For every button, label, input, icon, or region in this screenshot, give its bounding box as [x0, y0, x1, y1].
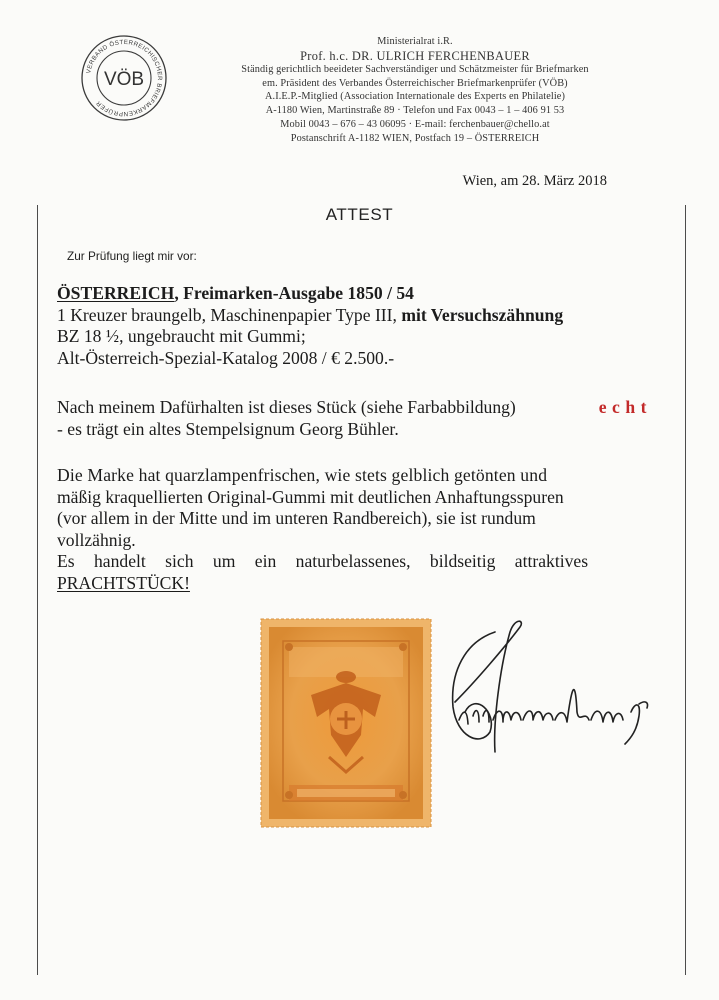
verdict-genuine: echt — [598, 397, 652, 417]
item-line-2 — [57, 305, 652, 327]
examiner-signature — [435, 612, 675, 762]
item-description — [57, 283, 652, 369]
letterhead-qualification: Ständig gerichtlich beeideter Sachverständiger und Schätzmeister für Briefmarken — [241, 63, 589, 75]
letterhead-postal: Postanschrift A-1182 WIEN, Postfach 19 – ÖSTERREICH — [290, 132, 540, 144]
opinion — [57, 397, 652, 440]
letterhead-title: Ministerialrat i.R. — [377, 36, 453, 47]
description-line-1: Die Marke hat quarzlampenfrischen, wie stets gelblich getönten und — [57, 465, 548, 485]
intro-text: Zur Prüfung liegt mir vor: — [67, 249, 197, 263]
letterhead-contact: Mobil 0043 – 676 – 43 06095 · E-mail: ferchenbauer@chello.at — [280, 118, 550, 130]
voeb-seal-logo — [80, 34, 168, 122]
description-line-4: vollzähnig. — [57, 529, 136, 550]
letterhead — [170, 35, 660, 146]
item-line-1 — [57, 283, 652, 305]
item-line-3: BZ 18 ½, ungebraucht mit Gummi; — [57, 326, 306, 346]
item-perforation-note: mit Versuchszähnung — [401, 304, 564, 325]
item-issue: , Freimarken-Ausgabe 1850 / 54 — [174, 283, 414, 303]
certificate-date: Wien, am 28. März 2018 — [462, 173, 607, 189]
item-variety: 1 Kreuzer braungelb, Maschinenpapier Type III, — [57, 304, 402, 325]
letterhead-address: A-1180 Wien, Martinstraße 89 · Telefon und Fax 0043 – 1 – 406 91 53 — [265, 105, 565, 117]
opinion-line-2: - es trägt ein altes Stempelsignum Georg Bühler. — [57, 418, 399, 439]
description-conclusion: PRACHTSTÜCK! — [57, 572, 190, 593]
stamp-photo — [259, 617, 433, 829]
description-line-2: mäßig kraquellierten Original-Gummi mit deutlichen Anhaftungsspuren — [57, 486, 564, 507]
seal-ring-text: VERBAND ÖSTERREICHISCHER BRIEFMARKENPRÜFER — [85, 38, 164, 118]
seal-center-text: VÖB — [103, 69, 145, 90]
letterhead-name: Prof. h.c. DR. ULRICH FERCHENBAUER — [300, 48, 530, 63]
description-line-5: Es handelt sich um ein naturbelassenes, bildseitig attraktives — [57, 551, 589, 571]
description-line-3: (vor allem in der Mitte und im unteren Randbereich), sie ist rundum — [57, 508, 536, 528]
item-country: ÖSTERREICH — [57, 283, 175, 303]
letterhead-presidency: em. Präsident des Verbandes Österreichischer Briefmarkenprüfer (VÖB) — [262, 77, 568, 89]
item-catalog: Alt-Österreich-Spezial-Katalog 2008 / € 2.500.- — [57, 347, 395, 368]
condition-description — [57, 465, 652, 594]
opinion-text: Nach meinem Dafürhalten ist dieses Stück (siehe Farbabbildung) — [57, 397, 516, 417]
opinion-line-1 — [57, 397, 652, 419]
letterhead-membership: A.I.E.P.-Mitglied (Association Internationale des Experts en Philatelie) — [264, 91, 566, 103]
certificate-title: ATTEST — [325, 205, 394, 224]
